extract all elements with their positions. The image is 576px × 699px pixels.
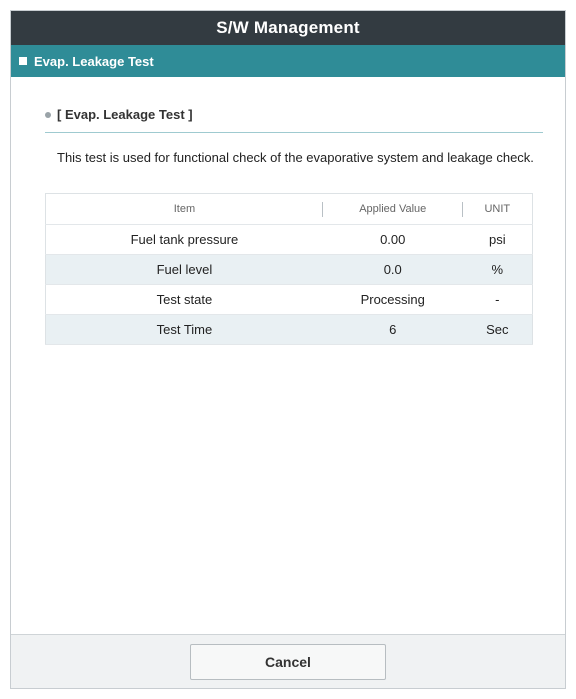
row-item: Fuel tank pressure [46,225,323,255]
table-header-row [46,194,533,225]
footer-bar [11,634,565,688]
table-row [46,285,533,315]
row-item: Fuel level [46,255,323,285]
column-header-unit: UNIT [463,194,533,225]
row-value: 0.0 [323,255,463,285]
subheader-title: Evap. Leakage Test [34,53,154,69]
table-row [46,315,533,345]
row-value: Processing [323,285,463,315]
row-unit: Sec [463,315,533,345]
cancel-button[interactable]: Cancel [190,644,386,680]
row-value: 0.00 [323,225,463,255]
column-header-applied-value: Applied Value [323,194,463,225]
main-content [11,77,565,634]
row-value: 6 [323,315,463,345]
table-row [46,225,533,255]
row-unit: % [463,255,533,285]
table-row [46,255,533,285]
square-bullet-icon [19,57,27,65]
window-title: S/W Management [11,11,565,45]
test-description: This test is used for functional check of the evaporative system and leakage check. [57,150,534,165]
sw-management-window [10,10,566,689]
section-heading-text: [ Evap. Leakage Test ] [57,107,193,122]
row-item: Test state [46,285,323,315]
data-table [45,193,533,345]
column-header-item: Item [46,194,323,225]
row-unit: - [463,285,533,315]
section-heading [45,107,543,133]
row-item: Test Time [46,315,323,345]
bullet-dot-icon [45,112,51,118]
subheader-bar [11,45,565,77]
row-unit: psi [463,225,533,255]
